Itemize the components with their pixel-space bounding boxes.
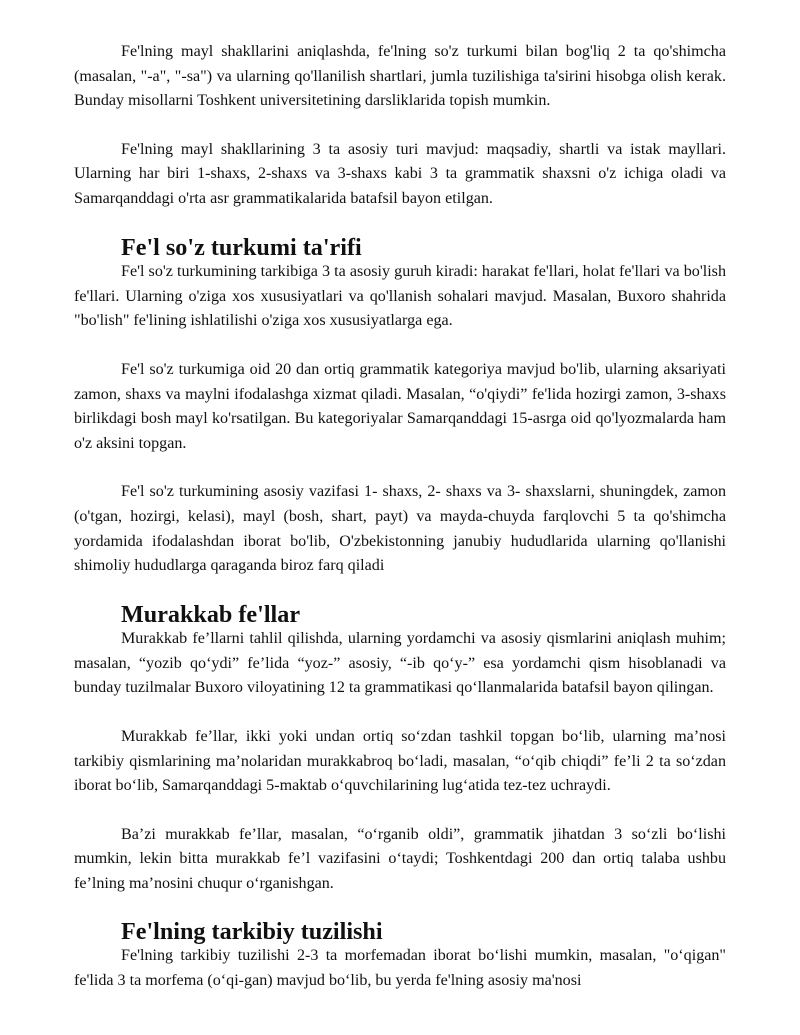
paragraph: Murakkab fe’llar, ikki yoki undan ortiq so‘zdan tashkil topgan bo‘lib, ularning ma’nosi tarkibiy qismlarining ma’nolaridan murakkabroq bo‘ladi, masalan, “o‘qib chiqdi” fe’li 2 ta so‘zdan iborat bo‘lib, Samarqanddagi 5-maktab o‘quvchilarining lug‘atida tez-tez uchraydi. <box>74 728 726 795</box>
section-heading: Murakkab fe'llar <box>121 600 301 628</box>
document-page <box>74 40 726 993</box>
paragraph: Ba’zi murakkab fe’llar, masalan, “o‘rganib oldi”, grammatik jihatdan 3 so‘zli bo‘lishi mumkin, lekin bitta murakkab fe’l vazifasini o‘taydi; Toshkentdagi 200 dan ortiq talaba ushbu fe’lning ma’nosini chuqur o‘rganishgan. <box>74 825 726 893</box>
paragraph: Fe'lning mayl shakllarining 3 ta asosiy turi mavjud: maqsadiy, shartli va istak mayllari. Ularning har biri 1-shaxs, 2-shaxs va 3-shaxs kabi 3 ta grammatik shaxsni o'z ichiga oladi va Samarqanddagi o'rta asr grammatikalarida batafsil bayon etilgan. <box>74 140 726 207</box>
paragraph: Fe'l so'z turkumiga oid 20 dan ortiq grammatik kategoriya mavjud bo'lib, ularning aksariyati zamon, shaxs va maylni ifodalashga xizmat qiladi. Masalan, “o'qiydi” fe'lida hozirgi zamon, 3-shaxs birlikdagi bosh mayl ko'rsatilgan. Bu kategoriyalar Samarqanddagi 15-asrga oid qo'lyozmalarda ham o'z aksini topgan. <box>74 360 726 452</box>
paragraph: Fe'lning mayl shakllarini aniqlashda, fe'lning so'z turkumi bilan bog'liq 2 ta qo'shimcha (masalan, "-a", "-sa") va ularning qo'llanilish shartlari, jumla tuzilishiga ta'sirini hisobga olish kerak. Bunday misollarni Toshkent universitetining darsliklarida topish mumkin. <box>74 43 726 110</box>
section-heading: Fe'lning tarkibiy tuzilishi <box>121 917 383 945</box>
section-heading: Fe'l so'z turkumi ta'rifi <box>121 233 362 261</box>
paragraph: Fe'l so'z turkumining asosiy vazifasi 1- shaxs, 2- shaxs va 3- shaxslarni, shuningdek, zamon (o'tgan, hozirgi, kelasi), mayl (bosh, shart, payt) va mayda-chuyda farqlovchi 5 ta qo'shimcha yordamida ifodalashdan iborat bo'lib, O'zbekistonning janubiy hududlarida ularning qo'llanishi shimoliy hududlarga qaraganda biroz farq qiladi <box>74 483 726 575</box>
paragraph: Murakkab fe’llarni tahlil qilishda, ularning yordamchi va asosiy qismlarini aniqlash muhim; masalan, “yozib qo‘ydi” fe’lida “yoz-” asosiy, “-ib qo‘y-” esa yordamchi qism hisoblanadi va bunday tuzilmalar Buxoro viloyatining 12 ta grammatikasi qo‘llanmalarida batafsil bayon qilingan. <box>74 630 726 697</box>
paragraph: Fe'l so'z turkumining tarkibiga 3 ta asosiy guruh kiradi: harakat fe'llari, holat fe'llari va bo'lish fe'llari. Ularning o'ziga xos xususiyatlari va qo'llanish sohalari mavjud. Masalan, Buxoro shahrida "bo'lish" fe'lining ishlatilishi o'ziga xos xususiyatlarga ega. <box>74 263 726 330</box>
paragraph: Fe'lning tarkibiy tuzilishi 2-3 ta morfemadan iborat bo‘lishi mumkin, masalan, "o‘qigan" fe'lida 3 ta morfema (o‘qi-gan) mavjud bo‘lib, bu yerda fe'lning asosiy ma'nosi <box>74 947 726 989</box>
